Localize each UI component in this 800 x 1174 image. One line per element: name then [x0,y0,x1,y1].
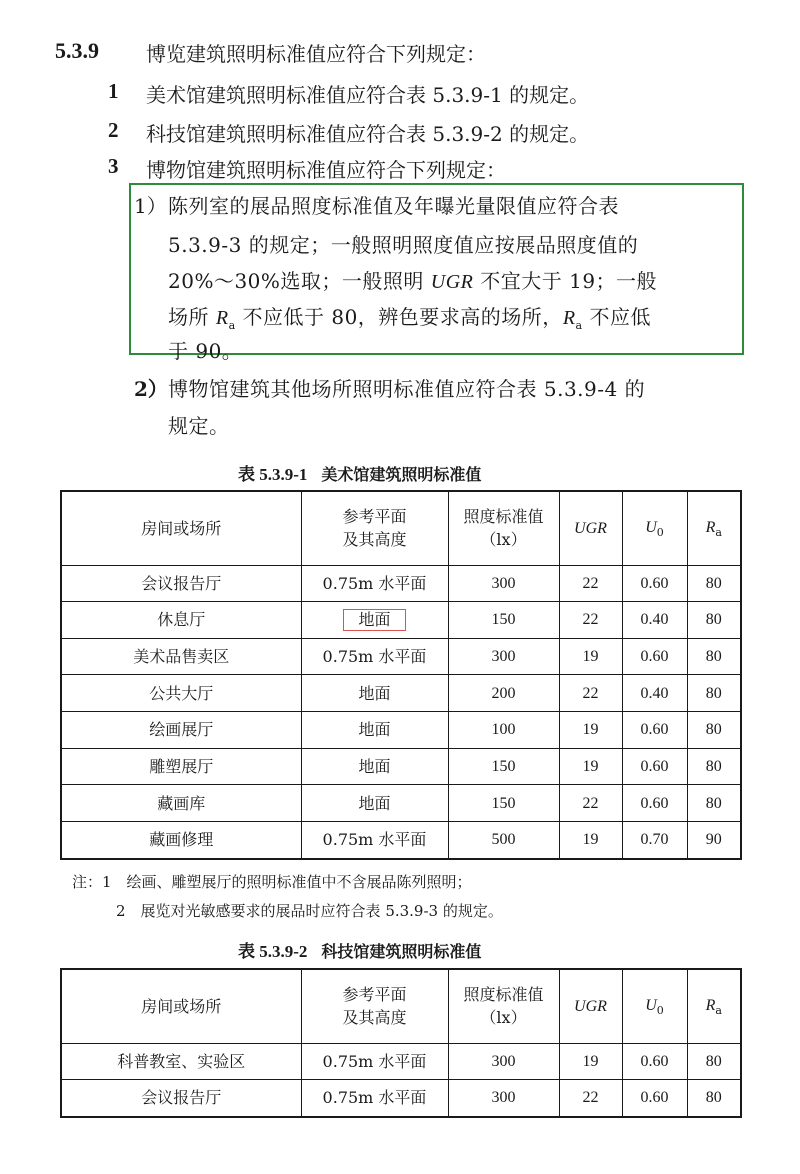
cell-u0: 0.60 [622,565,687,602]
cell-lux: 300 [448,565,559,602]
header-plane: 参考平面 及其高度 [301,969,448,1043]
item-number-2: 2 [108,118,119,142]
cell-plane: 地面 [301,712,448,749]
cell-ra: 80 [687,638,741,675]
table-1-header-row [61,491,741,565]
header-lux: 照度标准值 （lx） [448,491,559,565]
cell-ra: 80 [687,1043,741,1080]
cell-u0: 0.40 [622,675,687,712]
table-row [61,821,741,859]
header-ra: $R_a$ [687,491,741,565]
table-2 [60,968,742,1118]
cell-plane: 0.75m 水平面 [301,565,448,602]
table-2-caption: 表 5.3.9-2 科技馆建筑照明标准值 [238,942,482,961]
item-number-1: 1 [108,79,119,103]
cell-ra: 80 [687,712,741,749]
cell-u0: 0.40 [622,602,687,639]
cell-ugr: 19 [559,748,622,785]
cell-u0: 0.60 [622,748,687,785]
cell-ra: 80 [687,748,741,785]
marked-cell: 地面 [343,609,405,630]
item-text-3: 博物馆建筑照明标准值应符合下列规定： [146,158,506,182]
cell-lux: 150 [448,785,559,822]
cell-ra: 80 [687,565,741,602]
table-2-header-row [61,969,741,1043]
cell-ugr: 19 [559,712,622,749]
table-row [61,602,741,639]
header-room: 房间或场所 [61,491,301,565]
cell-ugr: 22 [559,602,622,639]
subitem-2-number: 2） [134,377,168,401]
cell-lux: 300 [448,1080,559,1117]
cell-lux: 200 [448,675,559,712]
header-u0: $U_0$ [622,491,687,565]
table-row [61,712,741,749]
table-1-note-1: 注：1 绘画、雕塑展厅的照明标准值中不含展品陈列照明； [72,873,472,891]
subitem-2-line-1: 博物馆建筑其他场所照明标准值应符合表 5.3.9-4 的 [168,377,646,401]
cell-ugr: 19 [559,821,622,859]
cell-lux: 300 [448,638,559,675]
cell-ugr: 22 [559,565,622,602]
cell-ra: 90 [687,821,741,859]
cell-u0: 0.60 [622,712,687,749]
item-number-3: 3 [108,154,119,178]
cell-u0: 0.60 [622,638,687,675]
cell-ugr: 22 [559,675,622,712]
table-row [61,1043,741,1080]
cell-ra: 80 [687,785,741,822]
cell-u0: 0.70 [622,821,687,859]
cell-ra: 80 [687,602,741,639]
table-row [61,638,741,675]
cell-u0: 0.60 [622,1043,687,1080]
cell-room: 休息厅 [61,602,301,639]
cell-plane: 0.75m 水平面 [301,821,448,859]
table-row [61,748,741,785]
cell-lux: 500 [448,821,559,859]
cell-ugr: 19 [559,638,622,675]
subitem-1-number: 1） [134,194,167,218]
cell-plane: 地面 [301,748,448,785]
cell-room: 绘画展厅 [61,712,301,749]
table-row [61,675,741,712]
cell-plane: 地面 [301,675,448,712]
clause-number: 5.3.9 [55,38,99,63]
cell-room: 会议报告厅 [61,565,301,602]
cell-room: 美术品售卖区 [61,638,301,675]
header-ra: $R_a$ [687,969,741,1043]
table-1-note-2: 2 展览对光敏感要求的展品时应符合表 5.3.9-3 的规定。 [116,902,503,920]
cell-plane [301,602,448,639]
table-row [61,565,741,602]
header-ugr: UGR [559,491,622,565]
header-plane: 参考平面 及其高度 [301,491,448,565]
cell-ugr: 22 [559,1080,622,1117]
subitem-1-line-3: 20%～30%选取；一般照明 UGR 不宜大于 19；一般 [168,269,658,293]
cell-room: 公共大厅 [61,675,301,712]
cell-plane: 0.75m 水平面 [301,1043,448,1080]
cell-room: 藏画库 [61,785,301,822]
table-1 [60,490,742,860]
cell-u0: 0.60 [622,1080,687,1117]
subitem-2-line-2: 规定。 [168,414,230,438]
subitem-1-line-1: 陈列室的展品照度标准值及年曝光量限值应符合表 [168,194,619,218]
cell-lux: 150 [448,748,559,785]
item-text-1: 美术馆建筑照明标准值应符合表 5.3.9-1 的规定。 [146,83,590,107]
clause-text: 博览建筑照明标准值应符合下列规定： [146,42,486,66]
cell-room: 雕塑展厅 [61,748,301,785]
subitem-1-line-4: 场所 $R_a$ 不应低于 80，辨色要求高的场所，$R_a$ 不应低 [168,305,651,332]
item-text-2: 科技馆建筑照明标准值应符合表 5.3.9-2 的规定。 [146,122,590,146]
cell-u0: 0.60 [622,785,687,822]
cell-room: 会议报告厅 [61,1080,301,1117]
header-room: 房间或场所 [61,969,301,1043]
cell-lux: 100 [448,712,559,749]
cell-lux: 300 [448,1043,559,1080]
table-1-caption: 表 5.3.9-1 美术馆建筑照明标准值 [238,465,482,484]
cell-ugr: 22 [559,785,622,822]
table-row [61,785,741,822]
header-u0: $U_0$ [622,969,687,1043]
cell-room: 藏画修理 [61,821,301,859]
table-row [61,1080,741,1117]
cell-ugr: 19 [559,1043,622,1080]
cell-ra: 80 [687,675,741,712]
cell-room: 科普教室、实验区 [61,1043,301,1080]
header-ugr: UGR [559,969,622,1043]
header-lux: 照度标准值 （lx） [448,969,559,1043]
subitem-1-line-2: 5.3.9-3 的规定；一般照明照度值应按展品照度值的 [168,233,639,257]
cell-lux: 150 [448,602,559,639]
cell-ra: 80 [687,1080,741,1117]
cell-plane: 0.75m 水平面 [301,1080,448,1117]
cell-plane: 地面 [301,785,448,822]
subitem-1-line-5: 于 90。 [168,339,243,363]
cell-plane: 0.75m 水平面 [301,638,448,675]
